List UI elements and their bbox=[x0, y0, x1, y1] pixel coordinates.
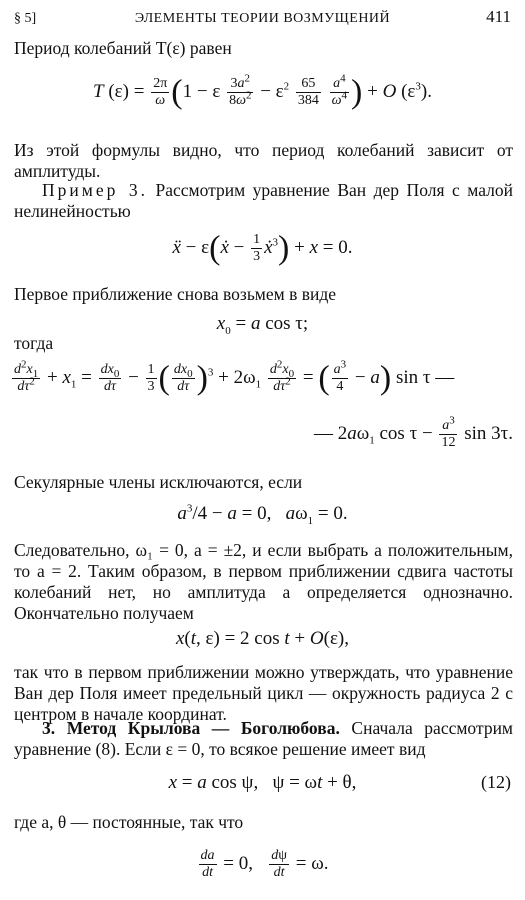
paragraph-secular: Секулярные члены исключаются, если bbox=[14, 472, 303, 492]
paragraph-example-3 bbox=[14, 180, 513, 222]
formula-derivatives: $\frac{da}{dt}$ = 0, $\frac{d\psi}{dt}$ = ω. bbox=[200, 848, 329, 880]
paragraph-then: тогда bbox=[14, 333, 54, 353]
paragraph-constants: где a, θ — постоянные, так что bbox=[14, 812, 244, 832]
paragraph-limit-cycle: так что в первом приближении можно утверждать, что уравнение Ван дер Поля имеет предельный цикл — окружность радиуса 2 с центром в начале координат. bbox=[14, 662, 513, 724]
example-text: Рассмотрим уравнение Ван дер Поля с малой нелинейностью bbox=[14, 180, 513, 221]
equation-number: (12) bbox=[481, 772, 511, 792]
formula-period: T (ε) = $\frac{2\pi}{\omega}$ (1 − ε $\frac{3a^2}{8\omega^2}$ − $\varepsilon^2$ $\frac{65}{384}$ $\frac{a^4}{\omega^4}$ ) + O $(\varepsilon^3)$. bbox=[93, 72, 432, 111]
method-text: Сначала рассмотрим уравнение (8). Если ε = 0, то всякое решение имеет вид bbox=[14, 718, 514, 759]
formula-second-order-continued: — $2a\omega_1$ cos τ − $\frac{a^3}{12}$ sin 3τ. bbox=[313, 414, 513, 450]
formula-12: x = a cos ψ, ψ = ωt + θ, bbox=[168, 772, 357, 793]
method-heading: 3. Метод Крылова — Боголюбова. bbox=[42, 718, 340, 738]
formula-solution: x(t, ε) = 2 cos t + O(ε), bbox=[175, 628, 350, 649]
paragraph-krylov-bogolyubov bbox=[14, 718, 513, 760]
example-label: Пример 3. bbox=[42, 180, 148, 200]
running-header bbox=[14, 6, 511, 28]
section-marker: § 5] bbox=[14, 11, 37, 26]
formula-second-order: $\frac{d^2x_1}{d\tau^2}$ + $x_1$ = $\frac{dx_0}{d\tau}$ − $\frac{1}{3}$ ( $\frac{dx_0}{d\tau}$ )$^3 + 2\omega_1$ $\frac{d^2x_0}{d\tau^2}$ = ( $\frac{a^3}{4}$ − a) sin τ — bbox=[14, 358, 455, 397]
running-title: ЭЛЕМЕНТЫ ТЕОРИИ ВОЗМУЩЕНИЙ bbox=[134, 11, 391, 26]
paragraph-consequently: Следовательно, ω₁ = 0, a = ±2, и если выбрать a положительным, то a = 2. Таким образом, в первом приближении сдвига частоты колебаний нет, но амплитуда a определяется однозначно. Окончательно получаем bbox=[14, 540, 513, 623]
formula-x0: $x_0 = a$ cos τ; bbox=[216, 313, 309, 337]
paragraph-amplitude: Из этой формулы видно, что период колебаний зависит от амплитуды. bbox=[14, 140, 513, 181]
formula-van-der-pol: ẍ − ε(ẋ − $\frac{1}{3}$ ẋ$^3$) + x = 0. bbox=[172, 229, 353, 267]
page-number: 411 bbox=[486, 7, 511, 26]
paragraph-period: Период колебаний T(ε) равен bbox=[14, 38, 232, 58]
formula-secular-condition: $a^3/4 - a = 0$, $a\omega_1 = 0$. bbox=[177, 502, 348, 527]
paragraph-first-approx: Первое приближение снова возьмем в виде bbox=[14, 284, 337, 304]
